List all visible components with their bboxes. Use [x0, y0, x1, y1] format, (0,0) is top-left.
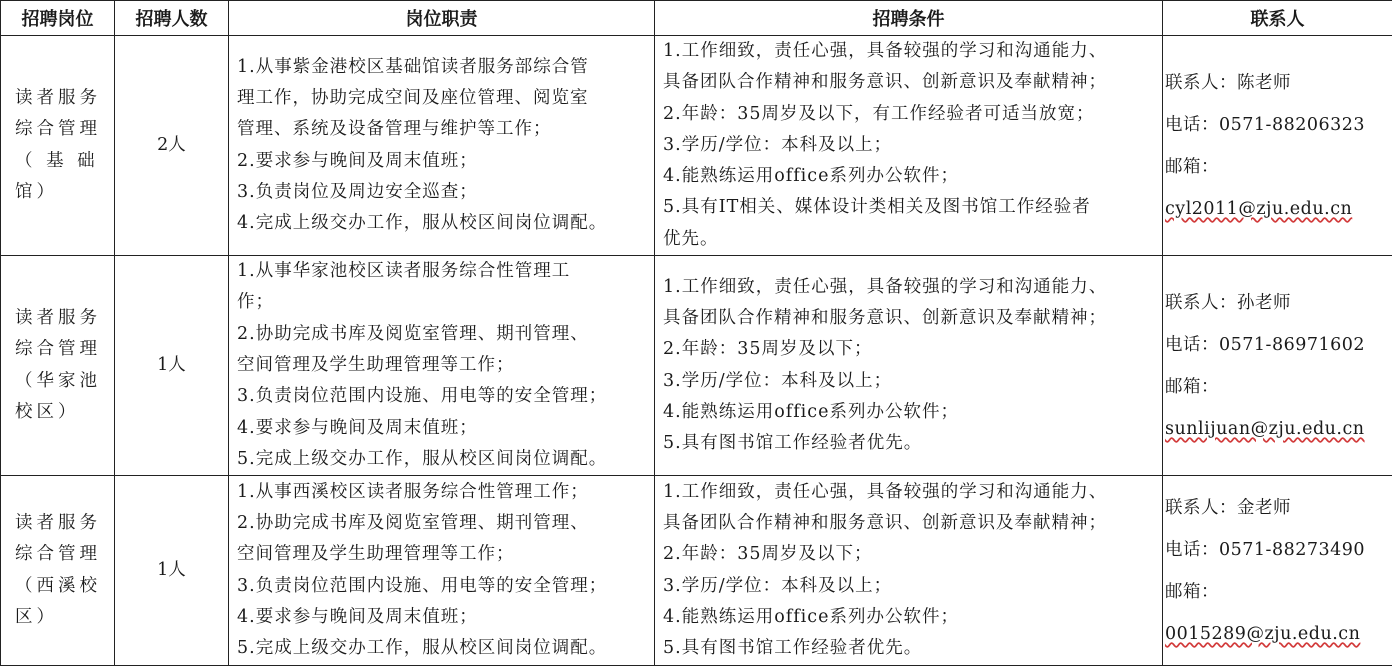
requirement-line: 4.能熟练运用office系列办公软件；	[663, 602, 1158, 633]
duty-line: 5.完成上级交办工作，服从校区间岗位调配。	[237, 633, 650, 664]
requirements-cell	[655, 36, 1163, 256]
contact-cell	[1163, 256, 1392, 476]
duties-cell	[229, 256, 655, 476]
header-position: 招聘岗位	[1, 1, 115, 36]
position-line: 综合管理	[15, 114, 104, 145]
position-line: 综合管理	[15, 334, 104, 365]
requirement-line: 3.学历/学位：本科及以上；	[663, 366, 1158, 397]
duty-line: 4.要求参与晚间及周末值班；	[237, 602, 650, 633]
count-cell: 1人	[115, 256, 229, 476]
header-contact: 联系人	[1163, 1, 1392, 36]
contact-email-label: 邮箱：	[1165, 366, 1392, 408]
requirement-line: 3.学历/学位：本科及以上；	[663, 571, 1158, 602]
duty-line: 1.从事紫金港校区基础馆读者服务部综合管	[237, 52, 650, 83]
contact-name: 联系人：陈老师	[1165, 62, 1392, 104]
requirement-line: 2.年龄：35周岁及以下；	[663, 539, 1158, 570]
duty-line: 4.要求参与晚间及周末值班；	[237, 413, 650, 444]
requirements-cell	[655, 256, 1163, 476]
position-cell	[1, 256, 115, 476]
duties-cell	[229, 476, 655, 666]
requirement-line: 1.工作细致，责任心强，具备较强的学习和沟通能力、	[663, 272, 1158, 303]
header-requirements: 招聘条件	[655, 1, 1163, 36]
contact-name: 联系人：孙老师	[1165, 282, 1392, 324]
duty-line: 空间管理及学生助理管理等工作；	[237, 350, 650, 381]
position-line: （ 基 础	[15, 146, 104, 177]
position-cell	[1, 36, 115, 256]
contact-email[interactable]: cyl2011@zju.edu.cn	[1165, 188, 1392, 230]
duty-line: 1.从事华家池校区读者服务综合性管理工	[237, 256, 650, 287]
contact-cell	[1163, 476, 1392, 666]
duty-line: 2.协助完成书库及阅览室管理、期刊管理、	[237, 508, 650, 539]
count-cell: 1人	[115, 476, 229, 666]
contact-email[interactable]: 0015289@zju.edu.cn	[1165, 613, 1392, 655]
requirement-line: 4.能熟练运用office系列办公软件；	[663, 161, 1158, 192]
duty-line: 作；	[237, 287, 650, 318]
duty-line: 3.负责岗位范围内设施、用电等的安全管理；	[237, 381, 650, 412]
contact-email-label: 邮箱：	[1165, 146, 1392, 188]
duty-line: 5.完成上级交办工作，服从校区间岗位调配。	[237, 444, 650, 475]
header-duties: 岗位职责	[229, 1, 655, 36]
position-line: 读者服务	[15, 508, 104, 539]
contact-cell	[1163, 36, 1392, 256]
table-row	[1, 256, 1392, 476]
position-line: 读者服务	[15, 303, 104, 334]
duty-line: 3.负责岗位及周边安全巡查；	[237, 177, 650, 208]
position-line: 校区）	[15, 397, 104, 428]
requirement-line: 5.具有IT相关、媒体设计类相关及图书馆工作经验者	[663, 192, 1158, 223]
header-row	[1, 1, 1392, 36]
contact-name: 联系人：金老师	[1165, 487, 1392, 529]
requirement-line: 具备团队合作精神和服务意识、创新意识及奉献精神；	[663, 508, 1158, 539]
position-cell	[1, 476, 115, 666]
count-cell: 2人	[115, 36, 229, 256]
position-line: （华家池	[15, 366, 104, 397]
duties-cell	[229, 36, 655, 256]
contact-phone: 电话：0571-86971602	[1165, 324, 1392, 366]
duty-line: 理工作，协助完成空间及座位管理、阅览室	[237, 83, 650, 114]
requirement-line: 5.具有图书馆工作经验者优先。	[663, 428, 1158, 459]
requirements-cell	[655, 476, 1163, 666]
position-line: 综合管理	[15, 539, 104, 570]
contact-phone: 电话：0571-88206323	[1165, 104, 1392, 146]
requirement-line: 4.能熟练运用office系列办公软件；	[663, 397, 1158, 428]
duty-line: 4.完成上级交办工作，服从校区间岗位调配。	[237, 208, 650, 239]
duty-line: 1.从事西溪校区读者服务综合性管理工作；	[237, 477, 650, 508]
requirement-line: 具备团队合作精神和服务意识、创新意识及奉献精神；	[663, 67, 1158, 98]
table-row	[1, 476, 1392, 666]
requirement-line: 具备团队合作精神和服务意识、创新意识及奉献精神；	[663, 303, 1158, 334]
table-row	[1, 36, 1392, 256]
requirement-line: 1.工作细致，责任心强，具备较强的学习和沟通能力、	[663, 36, 1158, 67]
requirement-line: 1.工作细致，责任心强，具备较强的学习和沟通能力、	[663, 477, 1158, 508]
duty-line: 3.负责岗位范围内设施、用电等的安全管理；	[237, 571, 650, 602]
requirement-line: 3.学历/学位：本科及以上；	[663, 130, 1158, 161]
duty-line: 空间管理及学生助理管理等工作；	[237, 539, 650, 570]
duty-line: 管理、系统及设备管理与维护等工作；	[237, 114, 650, 145]
requirement-line: 5.具有图书馆工作经验者优先。	[663, 633, 1158, 664]
contact-email[interactable]: sunlijuan@zju.edu.cn	[1165, 408, 1392, 450]
header-count: 招聘人数	[115, 1, 229, 36]
duty-line: 2.协助完成书库及阅览室管理、期刊管理、	[237, 319, 650, 350]
requirement-line: 2.年龄：35周岁及以下，有工作经验者可适当放宽；	[663, 99, 1158, 130]
requirement-line: 2.年龄：35周岁及以下；	[663, 334, 1158, 365]
contact-email-label: 邮箱：	[1165, 571, 1392, 613]
position-line: 读者服务	[15, 83, 104, 114]
contact-phone: 电话：0571-88273490	[1165, 529, 1392, 571]
requirement-line: 优先。	[663, 224, 1158, 255]
duty-line: 2.要求参与晚间及周末值班；	[237, 146, 650, 177]
position-line: （西溪校	[15, 571, 104, 602]
position-line: 馆）	[15, 177, 104, 208]
position-line: 区）	[15, 602, 104, 633]
